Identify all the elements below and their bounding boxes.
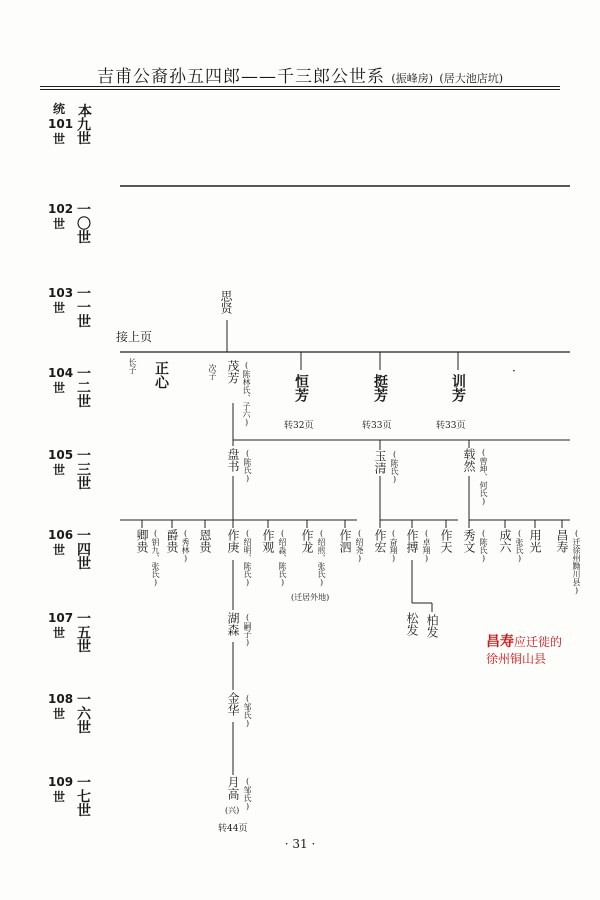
panshu-note: (陈氏) — [243, 449, 252, 483]
person-zuobo: 作搏 — [405, 529, 419, 553]
zuobo-note: (卓翔) — [422, 529, 431, 563]
person-zuotian: 作天 — [439, 529, 453, 553]
moved-away-note: (迁居外地) — [291, 593, 330, 602]
person-xunfang: 训芳 — [450, 374, 466, 402]
gen-108: 108 世 — [48, 692, 74, 721]
maofang-note: (陈林氏、子六) — [242, 361, 251, 427]
person-yuegao: 月高 — [226, 776, 240, 800]
chengliu-note: (张氏) — [515, 529, 524, 563]
person-yongguang: 用光 — [528, 529, 542, 553]
zuolong-note: (绍煎、张氏) — [317, 529, 326, 587]
person-yuqing: 玉清 — [373, 450, 387, 474]
gen-103: 103 世 — [48, 286, 74, 315]
annotation-text: 应迁徙的 — [514, 635, 563, 649]
person-juegui: 爵贵 — [165, 529, 179, 553]
gen-108-ord: 一六世 — [75, 692, 91, 734]
order-zhangzi: 长子 — [128, 358, 137, 374]
zuosi-note: (绍尧) — [355, 529, 364, 563]
title-note-2: (居大池店坑) — [439, 72, 503, 85]
annotation-name: 昌寿 — [486, 634, 514, 650]
hengfang-turn-page: 转32页 — [284, 421, 314, 431]
title-main: 吉甫公裔孙五四郎——千三郎公世系 — [97, 67, 385, 87]
qinggui-note: (钥九、张氏) — [151, 529, 160, 587]
tingfang-turn-page: 转33页 — [362, 421, 392, 431]
person-zairan: 载然 — [462, 448, 476, 472]
ancestor-sixian: 思贤 — [219, 290, 233, 314]
husen-note: (嗣子) — [243, 613, 252, 647]
person-engui: 恩贵 — [198, 529, 212, 553]
gen-104: 104 世 — [48, 366, 74, 395]
col-head-tong: 统 — [52, 102, 65, 116]
changshou-note: (迁徐州黝川县) — [572, 529, 581, 595]
person-zuolong: 作龙 — [300, 529, 314, 553]
xunfang-turn-page: 转33页 — [436, 421, 466, 431]
person-songfa: 松发 — [405, 612, 419, 636]
gen-102: 102 世 — [48, 202, 74, 231]
person-changshou: 昌寿 — [555, 529, 569, 553]
zuohong-note: (奋翔) — [389, 529, 398, 563]
person-tingfang: 挺芳 — [372, 374, 388, 402]
title-note-1: (振峰房) — [391, 72, 433, 85]
yuegao-sub: (兴) — [225, 806, 240, 815]
gen-106: 106 世 — [48, 528, 74, 557]
person-jinhua: 金华 — [226, 692, 240, 716]
order-cizi: 次子 — [208, 364, 217, 380]
gen-106-ord: 一四世 — [75, 528, 91, 570]
gen-101: 101 世 — [48, 117, 74, 146]
jinhua-note: (邹氏) — [243, 694, 252, 728]
person-xiuwen: 秀文 — [462, 529, 476, 553]
zairan-note: (曾坤、何氏) — [479, 448, 488, 506]
person-qinggui: 卿贵 — [135, 529, 149, 553]
zuogeng-note: (绍明、陈氏) — [243, 529, 252, 587]
person-zuoguan: 作观 — [261, 529, 275, 553]
migration-annotation — [486, 634, 562, 668]
gen-101-ord: 九世 — [75, 117, 91, 145]
gen-109: 109 世 — [48, 775, 74, 804]
yuqing-note: (陈氏) — [390, 450, 399, 484]
person-zuohong: 作宏 — [373, 529, 387, 553]
gen-104-ord: 一二世 — [75, 366, 91, 408]
person-zuogeng: 作庚 — [226, 529, 240, 553]
person-maofang: 茂芳 — [226, 360, 240, 384]
yuegao-turn-page: 转44页 — [218, 824, 248, 834]
xiuwen-note: (陈氏) — [479, 529, 488, 563]
annotation-place: 徐州铜山县 — [486, 652, 547, 666]
gen-103-ord: 一一世 — [75, 286, 91, 328]
zuoguan-note: (绍淼、陈氏) — [278, 529, 287, 587]
continue-from-prev-label: 接上页 — [116, 330, 153, 344]
yuegao-note: (邹氏) — [243, 777, 252, 811]
gen-105-ord: 一三世 — [75, 448, 91, 490]
col-head-ben: 本 — [78, 104, 92, 120]
page-number: · 31 · — [284, 837, 316, 851]
gen-107-ord: 一五世 — [75, 611, 91, 653]
gen-102-ord: 一〇世 — [75, 202, 91, 244]
person-panshu: 盘书 — [226, 448, 240, 472]
person-baifa: 柏发 — [425, 614, 439, 638]
gen-109-ord: 一七世 — [75, 775, 91, 817]
person-husen: 湖森 — [226, 612, 240, 636]
gen-105: 105 世 — [48, 448, 74, 477]
stray-dot: · — [512, 364, 516, 378]
person-hengfang: 恒芳 — [293, 374, 309, 402]
juegui-note: (秀林) — [181, 529, 190, 563]
person-chengliu: 成六 — [498, 529, 512, 553]
person-zhengxin: 正心 — [153, 361, 169, 389]
gen-107: 107 世 — [48, 611, 74, 640]
person-zuosi: 作泗 — [338, 529, 352, 553]
